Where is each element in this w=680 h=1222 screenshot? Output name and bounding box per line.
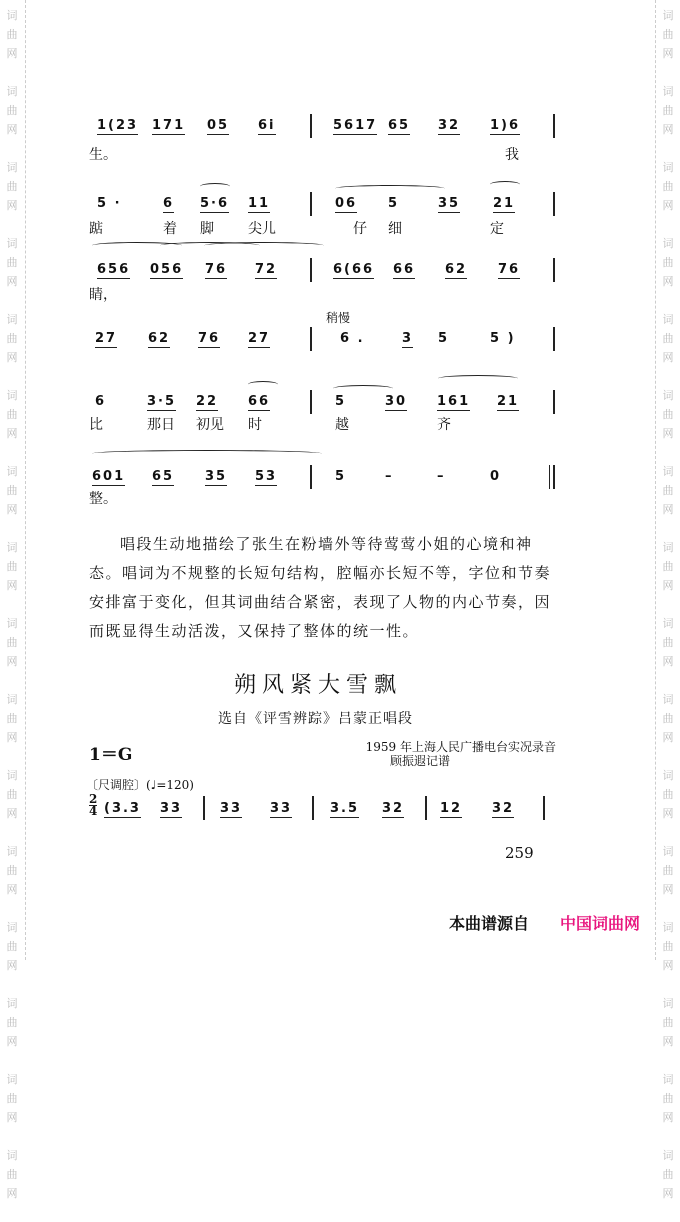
watermark-char: 网 [662,655,674,668]
note-group: 65 [388,118,411,133]
note-group: 06 [335,196,358,211]
note-group: 5 ) [490,331,516,346]
watermark-char: 网 [662,275,674,288]
note-group: 1)6 [490,118,521,133]
watermark-char: 曲 [662,104,674,117]
watermark-char: 曲 [6,1092,18,1105]
watermark-gap [661,671,675,690]
watermark-char: 词 [662,9,674,22]
page-number: 259 [505,844,534,862]
note-group: 601 [92,469,126,484]
watermark-char: 网 [662,1111,674,1124]
watermark-gap [5,1127,19,1146]
note-group: 62 [445,262,468,277]
watermark-char: 网 [6,655,18,668]
watermark-char: 曲 [6,484,18,497]
watermark-gap [5,975,19,994]
song-subtitle: 选自《评雪辨踪》吕蒙正唱段 [218,711,413,727]
watermark-char: 词 [6,617,18,630]
barline [312,796,314,820]
note-group: 171 [152,118,186,133]
lyric: 时 [248,417,262,433]
lyric: 整。 [89,491,117,507]
note-group: – [385,469,394,484]
barline [310,465,312,489]
barline [310,114,312,138]
note-group: 35 [205,469,228,484]
note-group: 22 [196,394,219,409]
note-group: 32 [492,801,515,816]
watermark-char: 曲 [662,712,674,725]
paragraph-line: 而既显得生动活泼，又保持了整体的统一性。 [89,622,420,640]
note-group: 12 [440,801,463,816]
watermark-char: 曲 [662,180,674,193]
margin-divider-left [25,0,26,960]
watermark-char: 词 [6,85,18,98]
watermark-char: 词 [662,465,674,478]
watermark-char: 曲 [662,484,674,497]
watermark-gap [5,519,19,538]
watermark-char: 词 [662,1149,674,1162]
lyric: 定 [490,221,504,237]
note-group: 5·6 [200,196,230,211]
note-group: 33 [220,801,243,816]
barline [543,796,545,820]
watermark-char: 网 [6,883,18,896]
watermark-char: 网 [662,579,674,592]
note-group: 3 [402,331,414,346]
watermark-char: 网 [662,351,674,364]
note-group: 3.5 [330,801,360,816]
lyric: 那日 [147,417,175,433]
watermark-char: 词 [6,921,18,934]
watermark-char: 词 [662,313,674,326]
barline [203,796,205,820]
watermark-char: 曲 [662,408,674,421]
watermark-char: 网 [662,503,674,516]
watermark-gap [5,747,19,766]
note-group: 5 [335,394,347,409]
paragraph-line: 唱段生动地描绘了张生在粉墙外等待莺莺小姐的心境和神 [120,535,533,553]
note-group: 21 [497,394,520,409]
watermark-char: 网 [6,427,18,440]
slur-mark [204,242,324,249]
watermark-gap [661,595,675,614]
watermark-char: 曲 [662,940,674,953]
watermark-char: 网 [6,123,18,136]
watermark-gap [661,1127,675,1146]
watermark-char: 网 [6,1111,18,1124]
note-group: 62 [148,331,171,346]
watermark-char: 曲 [6,104,18,117]
margin-divider-right [655,0,656,960]
watermark-char: 词 [662,845,674,858]
slur-mark [333,385,393,392]
watermark-gap [5,1203,19,1222]
watermark-char: 词 [662,541,674,554]
slur-mark [92,450,322,457]
watermark-gap [661,1203,675,1222]
watermark-gap [661,139,675,158]
watermark-char: 曲 [662,560,674,573]
note-group: – [437,469,446,484]
watermark-char: 曲 [662,1092,674,1105]
watermark-char: 曲 [6,864,18,877]
note-group: 66 [393,262,416,277]
watermark-gap [5,139,19,158]
watermark-char: 词 [662,617,674,630]
watermark-char: 曲 [6,940,18,953]
note-group: 6i [258,118,276,133]
watermark-char: 曲 [6,1016,18,1029]
watermark-char: 曲 [662,256,674,269]
note-group: 32 [438,118,461,133]
note-group: 6 [163,196,175,211]
slur-mark [438,375,518,382]
watermark-char: 词 [6,693,18,706]
note-group: 53 [255,469,278,484]
lyric: 比 [89,417,103,433]
watermark-char: 网 [6,275,18,288]
watermark-char: 词 [6,1073,18,1086]
watermark-char: 网 [6,959,18,972]
note-group: 27 [95,331,118,346]
watermark-char: 词 [662,997,674,1010]
watermark-char: 词 [6,541,18,554]
note-group: 65 [152,469,175,484]
slur-mark [248,381,278,388]
note-group: (3.3 [104,801,141,816]
watermark-char: 词 [6,161,18,174]
watermark-gap [661,975,675,994]
note-group: 1(23 [97,118,139,133]
credit-transcriber: 顾振遐记谱 [390,754,451,768]
watermark-char: 网 [6,731,18,744]
paragraph-line: 态。唱词为不规整的长短句结构，腔幅亦长短不等，字位和节奏 [89,564,552,582]
watermark-char: 网 [662,731,674,744]
watermark-gap [661,747,675,766]
watermark-char: 网 [662,47,674,60]
note-group: 6(66 [333,262,375,277]
watermark-char: 词 [6,845,18,858]
watermark-char: 词 [6,997,18,1010]
watermark-gap [661,291,675,310]
time-sig-bottom: 4 [89,804,98,818]
note-group: 3·5 [147,394,177,409]
barline [553,114,555,138]
barline [553,192,555,216]
watermark-gap [661,1051,675,1070]
watermark-char: 网 [662,959,674,972]
watermark-char: 词 [662,237,674,250]
note-group: 66 [248,394,271,409]
note-group: 27 [248,331,271,346]
lyric: 着 [163,221,177,237]
watermark-char: 词 [662,161,674,174]
note-group: 5 · [97,196,122,211]
watermark-char: 网 [662,807,674,820]
watermark-char: 曲 [6,712,18,725]
watermark-char: 词 [662,921,674,934]
barline [310,192,312,216]
note-group: 0 [490,469,502,484]
lyric: 睛， [89,287,117,303]
watermark-char: 曲 [662,1168,674,1181]
watermark-char: 曲 [662,28,674,41]
note-group: 35 [438,196,461,211]
watermark-gap [5,291,19,310]
watermark-char: 曲 [6,560,18,573]
watermark-char: 曲 [6,408,18,421]
watermark-gap [661,823,675,842]
note-group: 21 [493,196,516,211]
note-group: 32 [382,801,405,816]
watermark-char: 网 [6,199,18,212]
watermark-char: 曲 [662,332,674,345]
lyric: 细 [388,221,402,237]
barline [553,327,555,351]
note-group: 76 [205,262,228,277]
watermark-char: 网 [662,427,674,440]
watermark-gap [5,215,19,234]
watermark-char: 网 [6,503,18,516]
source-label: 本曲谱源自 [449,914,530,933]
paragraph-line: 安排富于变化，但其词曲结合紧密，表现了人物的内心节奏，因 [89,593,552,611]
barline [310,327,312,351]
watermark-char: 词 [662,389,674,402]
watermark-gap [5,443,19,462]
watermark-char: 词 [6,313,18,326]
barline [310,258,312,282]
watermark-char: 曲 [6,788,18,801]
barline [310,390,312,414]
note-group: 6 [95,394,107,409]
note-group: 5 [388,196,400,211]
watermark-char: 网 [6,807,18,820]
watermark-char: 网 [662,1187,674,1200]
watermark-char: 词 [6,769,18,782]
watermark-char: 网 [662,1035,674,1048]
lyric: 脚 [200,221,214,237]
watermark-char: 词 [662,693,674,706]
watermark-char: 词 [6,1149,18,1162]
watermark-char: 曲 [6,28,18,41]
watermark-gap [661,367,675,386]
watermark-char: 词 [6,465,18,478]
time-signature [89,794,97,817]
watermark-gap [5,595,19,614]
watermark-char: 网 [6,1035,18,1048]
watermark-gap [661,899,675,918]
note-group: 056 [150,262,184,277]
watermark-char: 曲 [6,256,18,269]
watermark-char: 词 [662,1073,674,1086]
lyric: 初见 [196,417,224,433]
watermark-gap [661,63,675,82]
tempo-mark-slower: 稍慢 [326,311,351,325]
slur-mark [335,185,445,192]
slur-mark [200,183,230,190]
watermark-char: 词 [662,85,674,98]
watermark-gap [661,519,675,538]
watermark-char: 曲 [6,1168,18,1181]
watermark-gap [5,63,19,82]
watermark-char: 网 [6,47,18,60]
note-group: 5617 [333,118,378,133]
watermark-char: 曲 [662,788,674,801]
barline [553,258,555,282]
song-title: 朔风紧大雪飘 [233,673,402,698]
barline [553,390,555,414]
lyric: 尖儿 [248,221,276,237]
watermark-char: 词 [6,9,18,22]
site-name-link[interactable]: 中国词曲网 [560,914,641,933]
watermark-char: 网 [662,123,674,136]
tempo-marking: 〔尺调腔〕(♩=120) [86,778,194,792]
note-group: 05 [207,118,230,133]
watermark-char: 网 [6,351,18,364]
watermark-char: 网 [662,199,674,212]
note-group: 5 [335,469,347,484]
watermark-char: 词 [6,237,18,250]
note-group: 11 [248,196,271,211]
watermark-gap [5,367,19,386]
note-group: 161 [437,394,471,409]
watermark-char: 词 [662,769,674,782]
key-signature: 1＝G [89,745,133,765]
watermark-char: 网 [662,883,674,896]
watermark-char: 曲 [662,636,674,649]
watermark-char: 曲 [662,1016,674,1029]
barline [425,796,427,820]
note-group: 30 [385,394,408,409]
watermark-column-left [5,6,19,1222]
watermark-gap [5,823,19,842]
note-group: 33 [160,801,183,816]
note-group: 76 [498,262,521,277]
watermark-char: 曲 [6,636,18,649]
watermark-char: 词 [6,389,18,402]
lyric: 齐 [437,417,451,433]
slur-mark [490,181,520,188]
lyric: 生。 [89,147,117,163]
lyric: 踮 [89,221,103,237]
watermark-char: 曲 [6,332,18,345]
watermark-char: 曲 [6,180,18,193]
watermark-gap [661,443,675,462]
note-group: 33 [270,801,293,816]
note-group: 72 [255,262,278,277]
watermark-char: 曲 [662,864,674,877]
note-group: 6 . [340,331,365,346]
note-group: 656 [97,262,131,277]
watermark-gap [5,899,19,918]
time-sig-top: 2 [89,792,98,806]
watermark-column-right [661,6,675,1222]
final-barline [549,465,550,489]
credit-recording: 1959 年上海人民广播电台实况录音 [365,740,556,754]
watermark-char: 网 [6,579,18,592]
barline [553,465,555,489]
lyric: 越 [335,417,349,433]
note-group: 5 [438,331,450,346]
note-group: 76 [198,331,221,346]
lyric: 仔 [353,221,367,237]
lyric: 我 [505,147,519,163]
watermark-char: 网 [6,1187,18,1200]
watermark-gap [5,1051,19,1070]
watermark-gap [661,215,675,234]
